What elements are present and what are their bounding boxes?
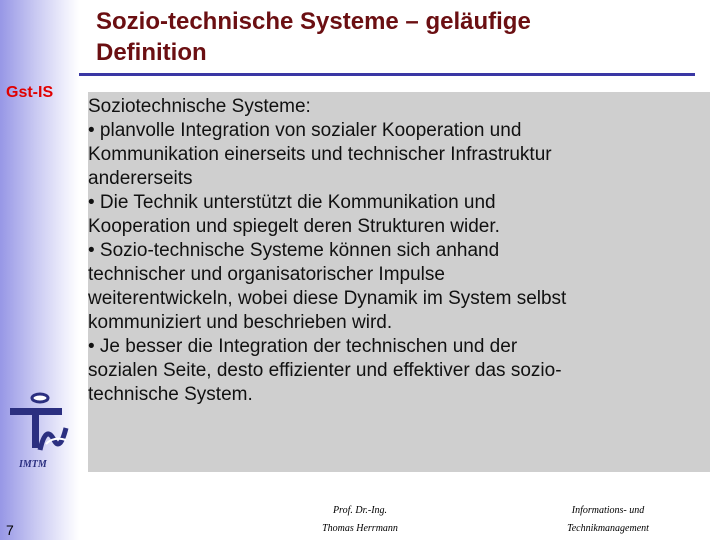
- content-line: technische System.: [88, 384, 253, 405]
- content-line: • Sozio-technische Systeme können sich anhand: [88, 240, 500, 261]
- content-line: andererseits: [88, 168, 193, 189]
- content-line: Kooperation und spiegelt deren Strukturen wider.: [88, 216, 500, 237]
- footer-author-name: Thomas Herrmann: [322, 523, 398, 534]
- content-line: kommuniziert und beschrieben wird.: [88, 312, 393, 333]
- footer-department: [548, 502, 668, 538]
- footer-author: [300, 502, 420, 538]
- content-text: [88, 95, 710, 407]
- footer-department-line-2: Technikmanagement: [567, 523, 649, 534]
- footer-author-title: Prof. Dr.-Ing.: [332, 505, 388, 516]
- content-line: • Die Technik unterstützt die Kommunikation und: [88, 192, 496, 213]
- sidebar: [0, 0, 79, 540]
- content-line: • Je besser die Integration der technischen und der: [88, 336, 518, 357]
- logo-caption: IMTM: [19, 459, 47, 470]
- slide-title: [96, 6, 656, 68]
- header-divider: [79, 73, 695, 76]
- page-number: 7: [6, 522, 14, 538]
- imtm-logo-icon: [0, 388, 76, 464]
- content-line: weiterentwickeln, wobei diese Dynamik im System selbst: [88, 288, 567, 309]
- slide-title-line-2: Definition: [96, 39, 207, 66]
- slide-title-line-1: Sozio-technische Systeme – geläufige: [96, 8, 531, 35]
- content-line: sozialen Seite, desto effizienter und effektiver das sozio-: [88, 360, 562, 381]
- content-line: technischer und organisatorischer Impulse: [88, 264, 445, 285]
- content-line: • planvolle Integration von sozialer Kooperation und: [88, 120, 522, 141]
- footer-department-line-1: Informations- und: [571, 505, 645, 516]
- content-line: Kommunikation einerseits und technischer Infrastruktur: [88, 144, 552, 165]
- sidebar-label: Gst-IS: [6, 84, 54, 101]
- content-heading: Soziotechnische Systeme:: [88, 96, 311, 117]
